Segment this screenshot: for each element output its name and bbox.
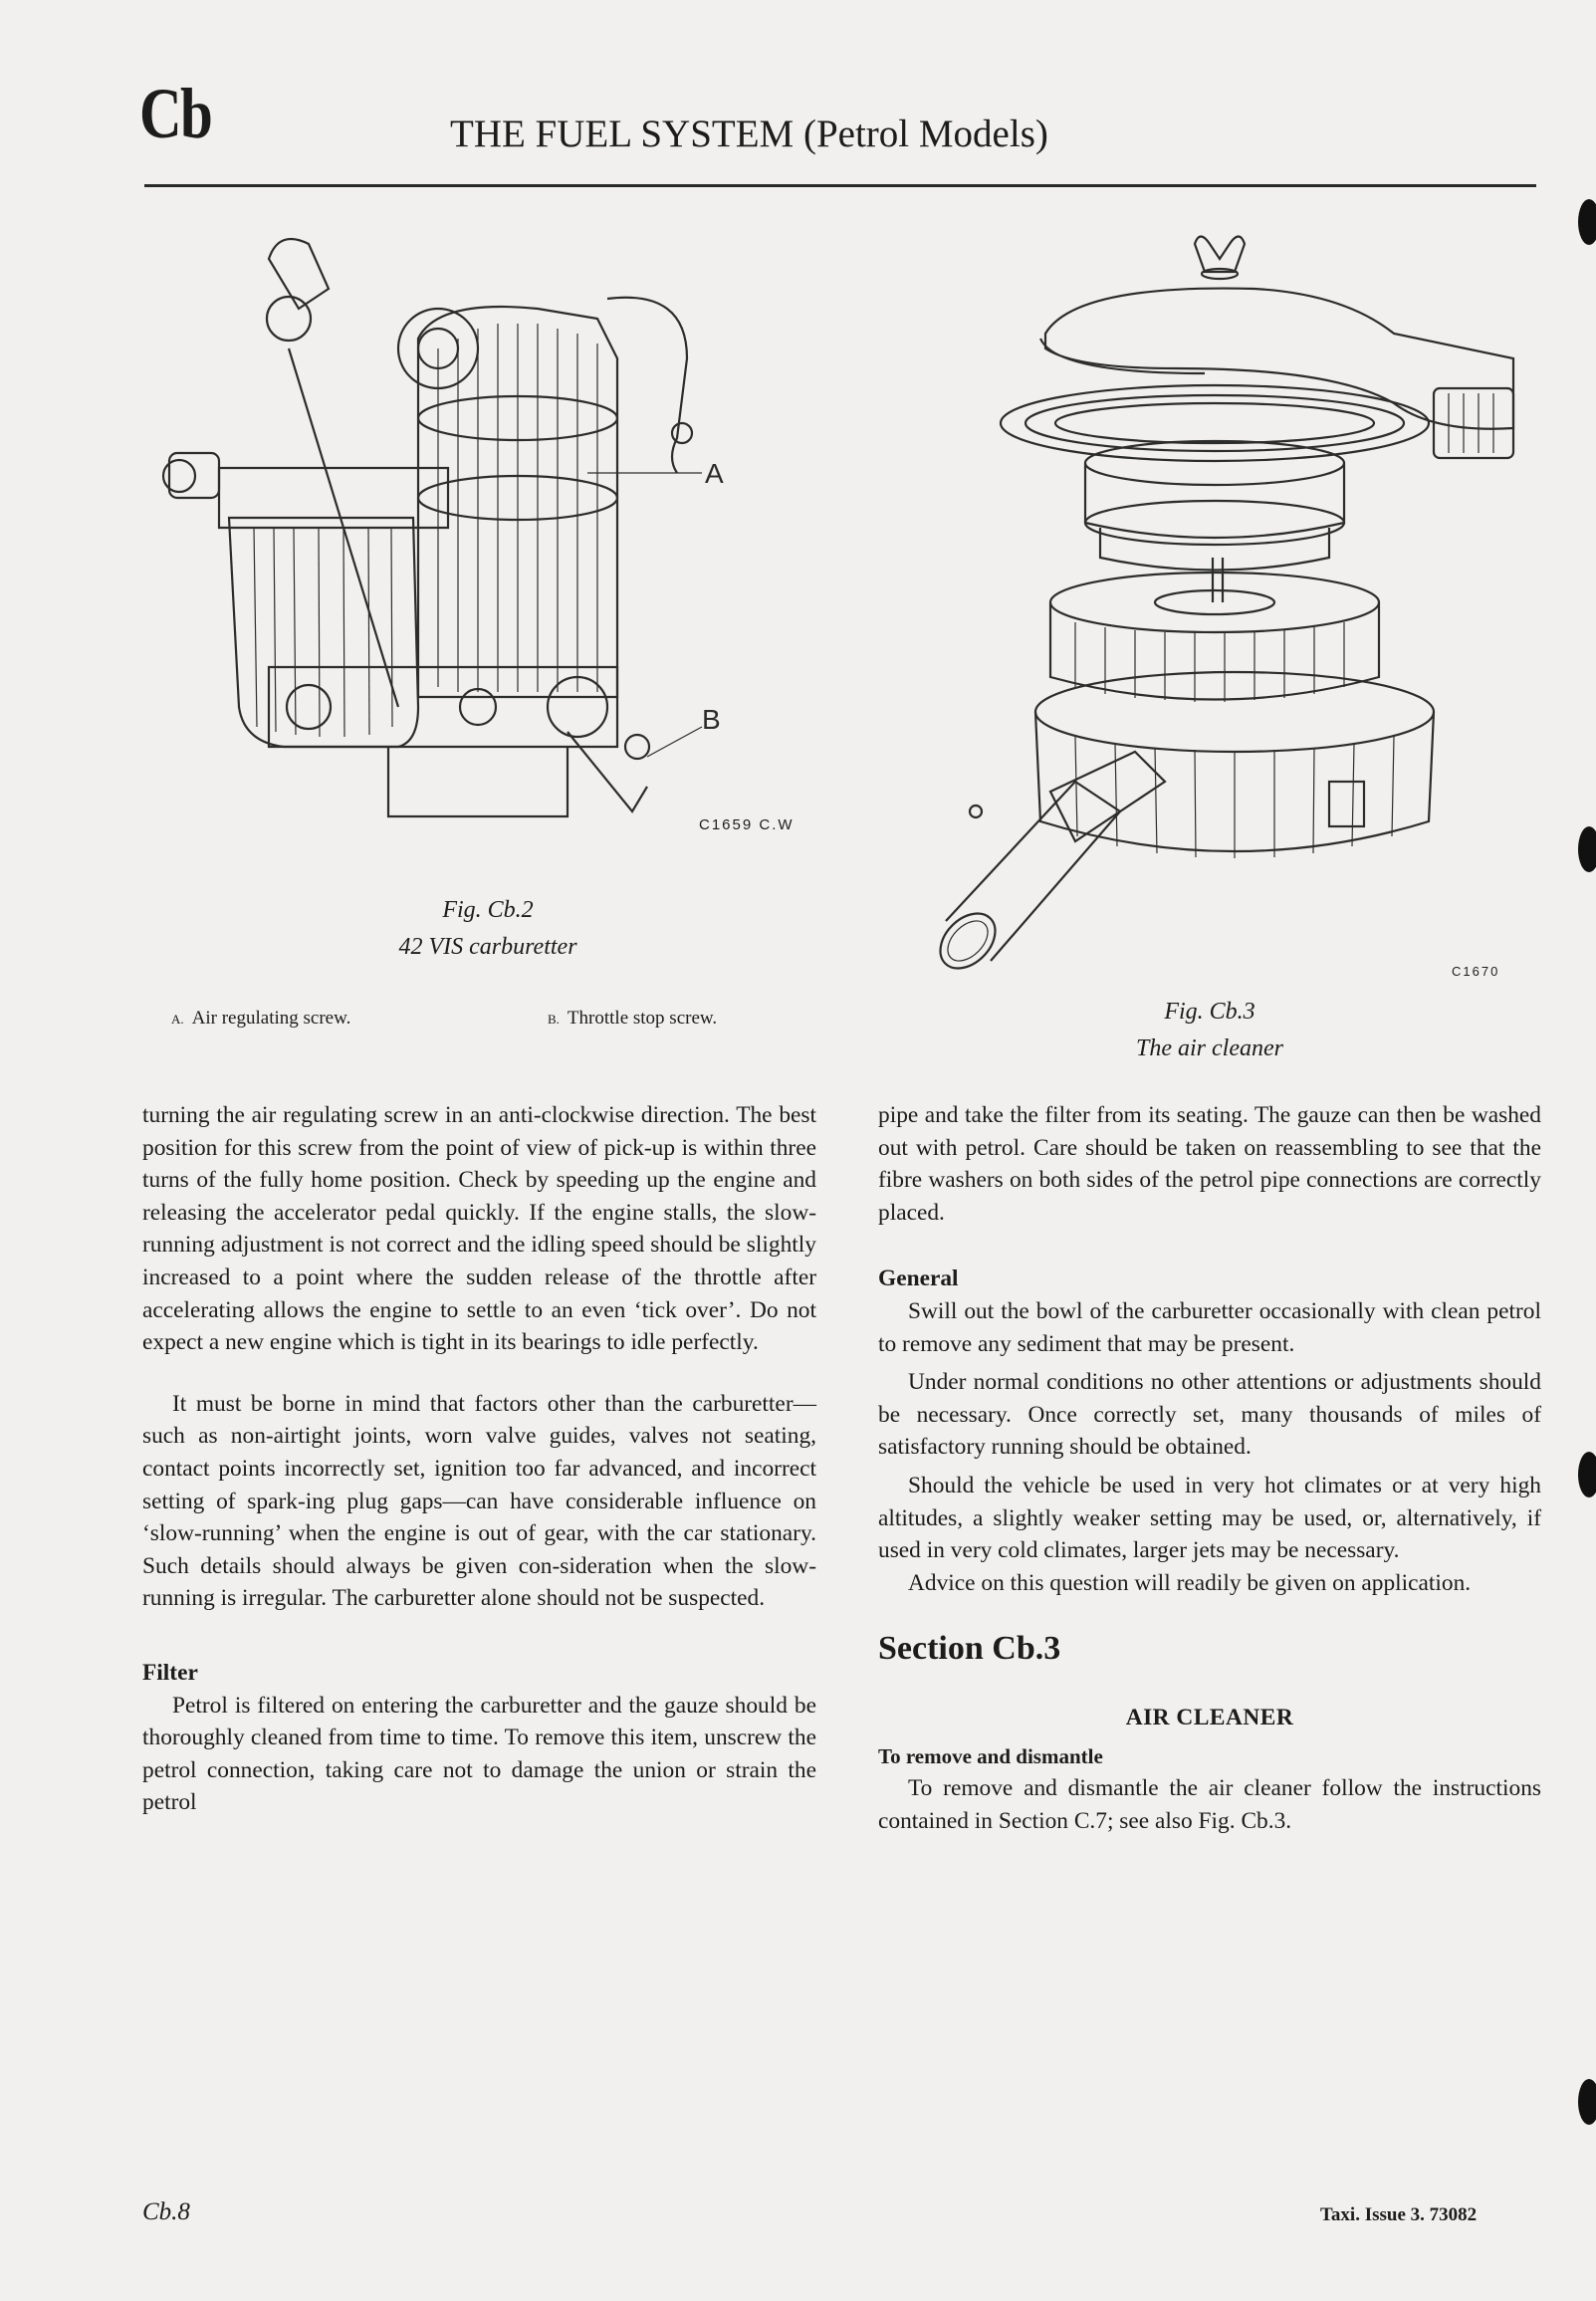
air-cleaner-illustration — [876, 224, 1553, 1001]
fig-cb2-number: Fig. Cb.2 — [442, 897, 534, 923]
fig-cb3-number: Fig. Cb.3 — [1164, 999, 1255, 1025]
legend-text: Air regulating screw. — [191, 1008, 351, 1029]
air-cleaner-ref-code: C1670 — [1452, 964, 1500, 979]
paragraph: turning the air regulating screw in an anti-clockwise direction. The best position for this screw from the point of view of pick-up is within three turns of the fully home position. Check by speeding up the engine and releasing the accelerator pedal quickly. If the engine stalls, the slow-running adjustment is not correct and the idling speed should be slightly increased to a point where the sudden release of the throttle after accelerating allows the engine to settle to an even ‘tick over’. Do not expect a new engine which is tight in its bearings to idle perfectly. — [142, 1102, 816, 1356]
carburettor-illustration — [149, 229, 846, 866]
air-cleaner-heading: AIR CLEANER — [1125, 1705, 1294, 1731]
paragraph: Swill out the bowl of the carburetter occasionally with clean petrol to remove any sediment that may be present. — [878, 1297, 1541, 1357]
paragraph: pipe and take the filter from its seating. The gauze can then be washed out with petrol. Care should be taken on reassembling to see that the fibre washers on both sides of the petrol pipe connections are correctly placed. — [878, 1102, 1541, 1226]
fig-cb2-caption — [339, 892, 637, 966]
section-heading: Section Cb.3 — [878, 1630, 1061, 1668]
legend-item — [548, 1008, 717, 1030]
legend-item — [171, 1008, 350, 1030]
paragraph: To remove and dismantle the air cleaner follow the instructions contained in Section C.7; see also Fig. Cb.3. — [878, 1775, 1541, 1834]
page-number: Cb.8 — [142, 2198, 190, 2225]
fig-cb3-title: The air cleaner — [1136, 1035, 1283, 1062]
binder-hole — [1578, 1452, 1596, 1497]
binder-hole — [1578, 2079, 1596, 2125]
binder-hole — [1578, 826, 1596, 872]
remove-heading: To remove and dismantle — [878, 1743, 1103, 1768]
carburettor-ref-code: C1659 C.W — [699, 816, 795, 833]
legend-text: Throttle stop screw. — [567, 1008, 718, 1029]
section-code: Cb — [139, 74, 212, 153]
paragraph: Petrol is filtered on entering the carburetter and the gauze should be thoroughly cleaned from time to time. To remove this item, unscrew the petrol connection, taking care not to damage the union or strain the petrol — [142, 1692, 816, 1816]
paragraph: Under normal conditions no other attentions or adjustments should be necessary. Once correctly set, many thousands of miles of satisfactory running should be obtained. — [878, 1369, 1541, 1461]
binder-hole — [1578, 199, 1596, 245]
callout-a: A — [705, 458, 724, 489]
issue-info: Taxi. Issue 3. 73082 — [1320, 2204, 1478, 2225]
paragraph: It must be borne in mind that factors other than the carburetter—such as non-airtight joints, worn valve guides, valves not seating, contact points incorrectly set, ignition too far advanced, and incorrect setting of spark-ing plug gaps—can have considerable influence on ‘slow-running’ when the engine is out of gear, with the car stationary. Such details should always be given con-sideration when the slow-running is irregular. The carburetter alone should not be suspected. — [142, 1390, 816, 1612]
filter-heading: Filter — [142, 1659, 198, 1686]
right-column — [878, 1099, 1541, 1837]
header-rule — [144, 184, 1536, 187]
fig-cb3-caption — [1060, 994, 1359, 1067]
callout-b: B — [702, 704, 721, 735]
legend-key: B. — [548, 1012, 560, 1027]
fig-cb2-title: 42 VIS carburetter — [398, 934, 577, 961]
paragraph: Advice on this question will readily be given on application. — [908, 1569, 1472, 1596]
general-heading: General — [878, 1266, 959, 1292]
legend-key: A. — [171, 1012, 184, 1027]
page-title: THE FUEL SYSTEM (Petrol Models) — [450, 113, 1048, 155]
left-column — [142, 1099, 816, 1819]
paragraph: Should the vehicle be used in very hot climates or at very high altitudes, a slightly weaker setting may be used, or, alternatively, if used in very cold climates, larger jets may be necessary. — [878, 1472, 1541, 1564]
